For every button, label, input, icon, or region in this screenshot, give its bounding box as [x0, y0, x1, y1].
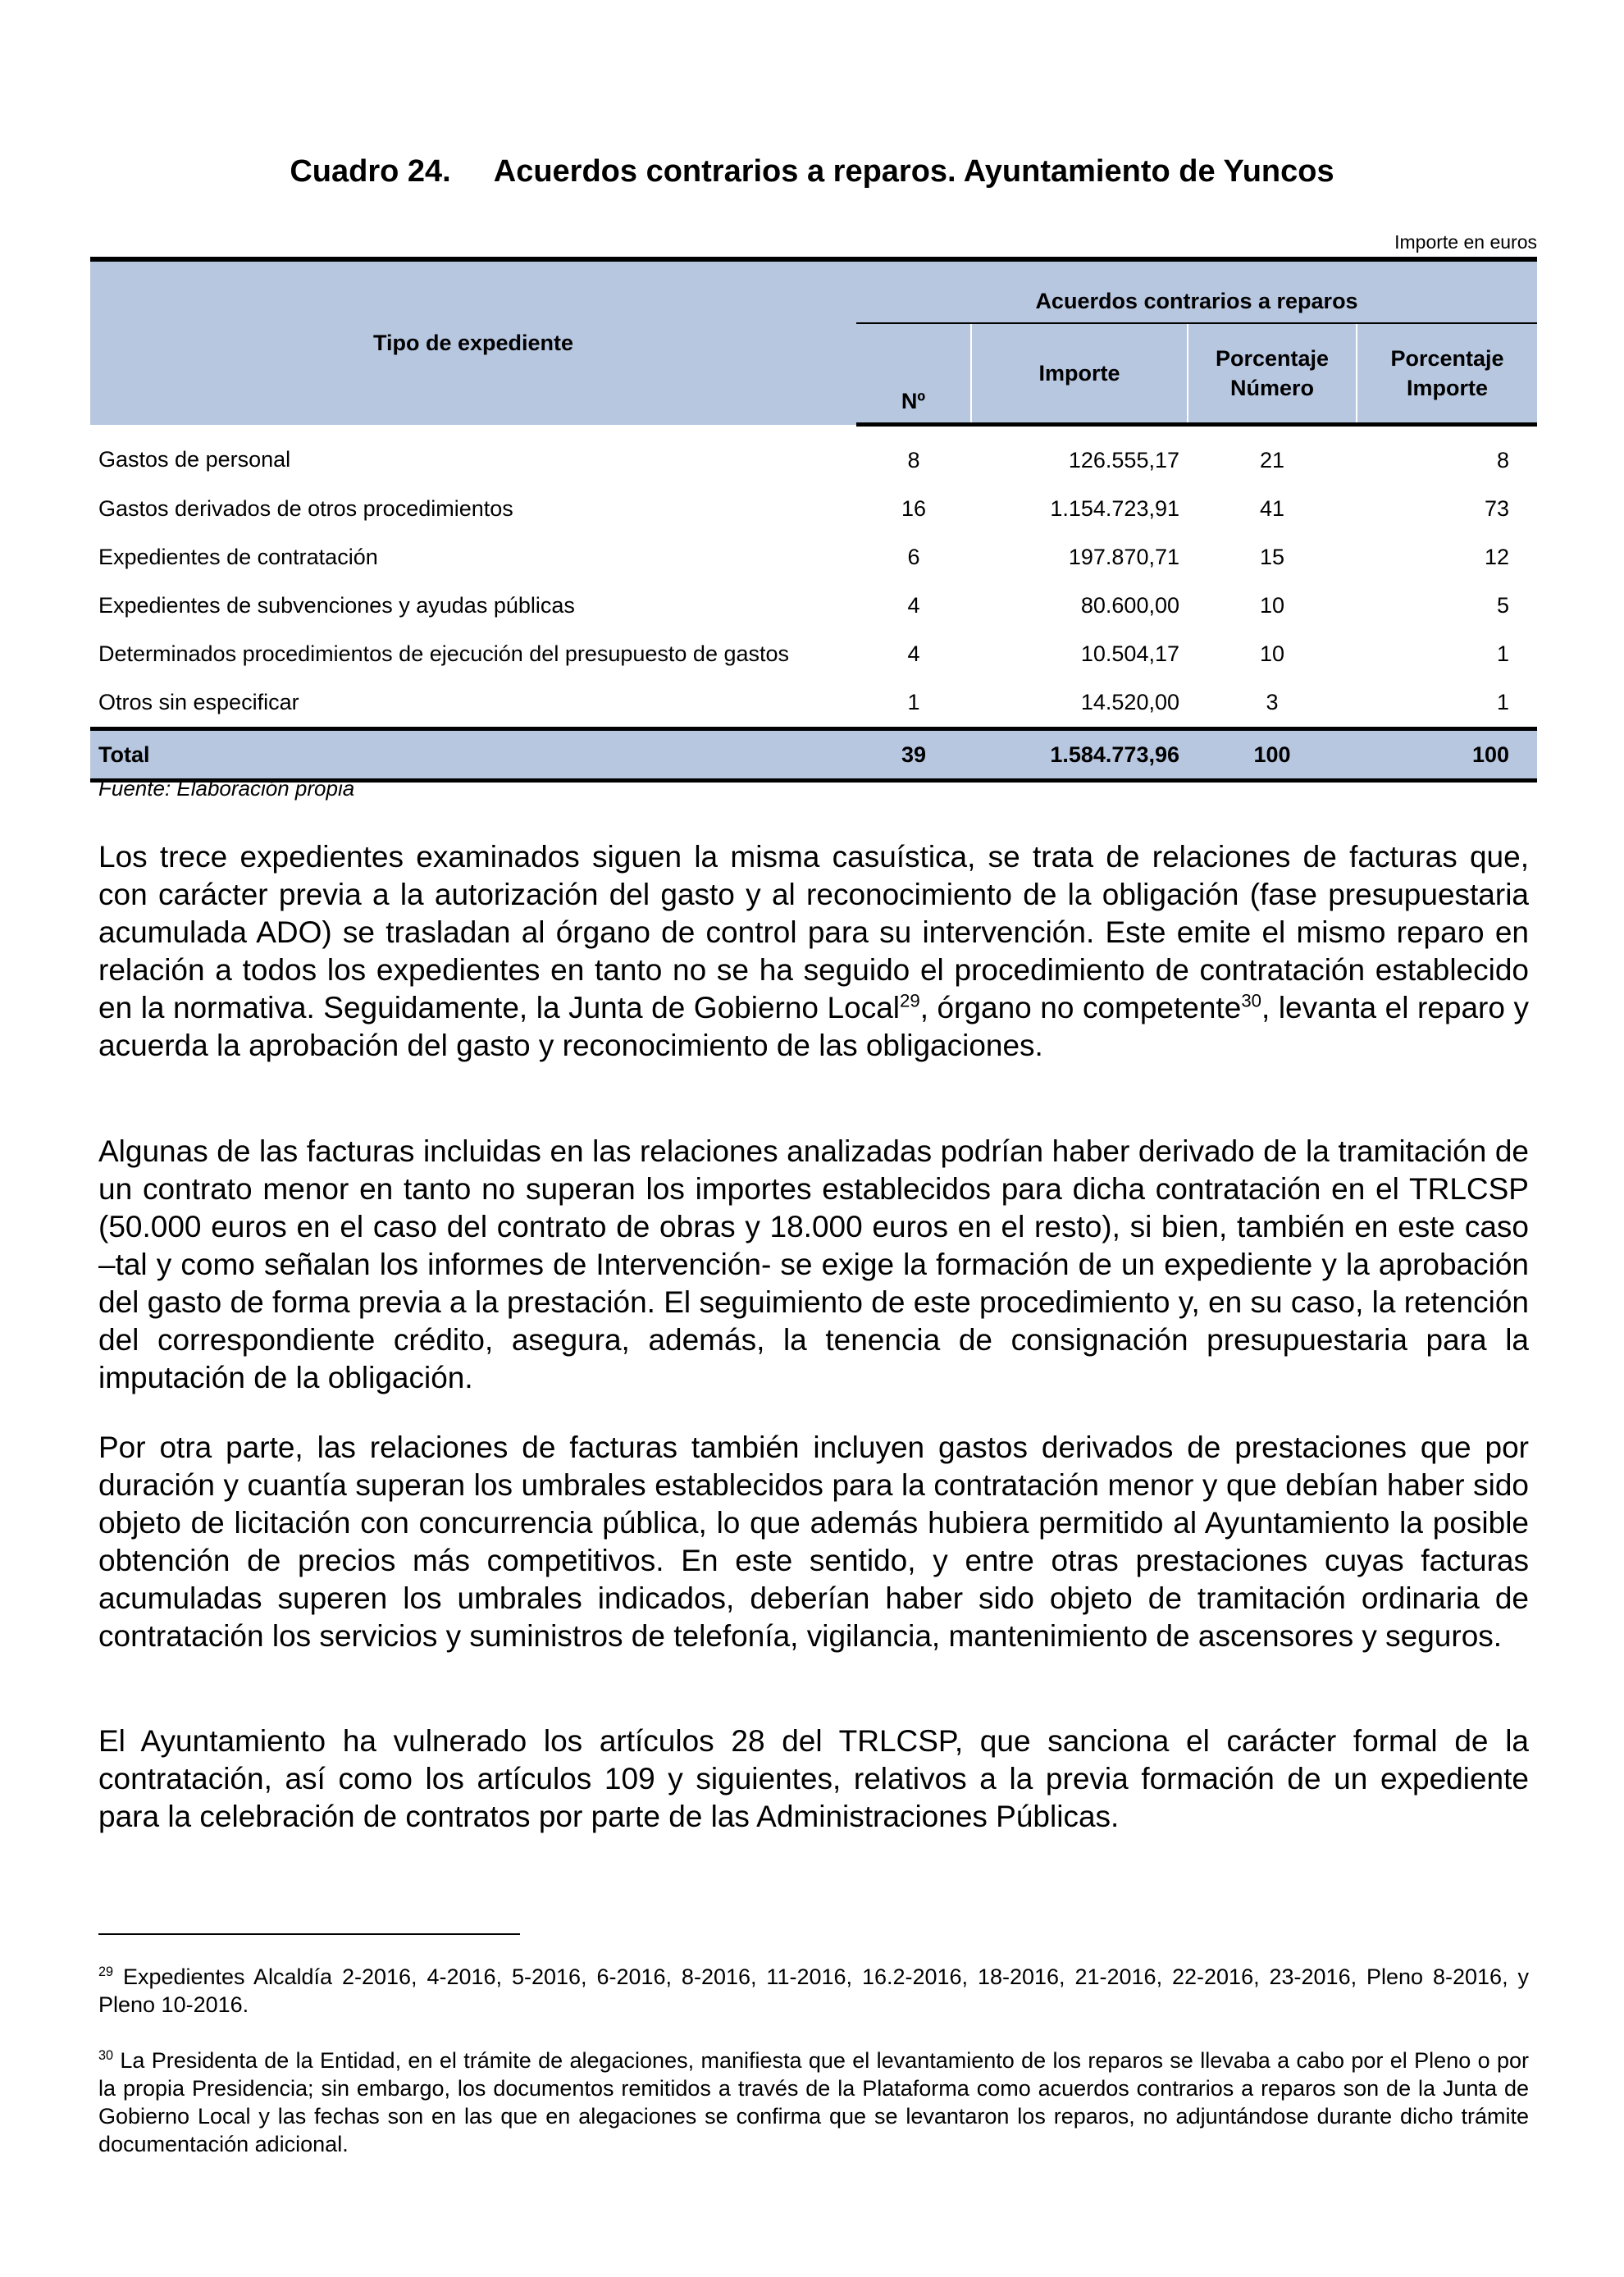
cell-tipo: Expedientes de subvenciones y ayudas públicas: [98, 593, 575, 618]
cell-pct-importe: 5: [1496, 593, 1510, 618]
header-importe: Importe: [971, 323, 1188, 425]
cell-importe: 10.504,17: [1080, 641, 1179, 666]
cell-pct-numero: 15: [1259, 545, 1285, 569]
cell-n: 6: [907, 545, 920, 569]
cell-importe: 1.154.723,91: [1050, 496, 1179, 521]
paragraph-1-text-a: Los trece expedientes examinados siguen la misma casuística, se trata de relaciones de facturas que, con carácter previa a la autorización del gasto y al reconocimiento de la obligación (fase presupuestaria acumulada ADO) se trasladan al órgano de control para su intervención. Este emite el mismo reparo en relación a todos los expedientes en tanto no se ha seguido el procedimiento de contratación establecido en la normativa. Seguidamente, la Junta de Gobierno Local: [98, 840, 1529, 1024]
table-source: Fuente: Elaboración propia: [98, 776, 355, 801]
header-tipo: Tipo de expediente: [90, 259, 856, 425]
cell-pct-importe: 8: [1496, 448, 1510, 472]
cell-pct-importe: 12: [1484, 545, 1510, 569]
cell-pct-numero: 41: [1259, 496, 1285, 521]
total-label: Total: [90, 729, 856, 781]
paragraph-4: El Ayuntamiento ha vulnerado los artículos 28 del TRLCSP, que sanciona el carácter formal de la contratación, así como los artículos 109 y siguientes, relativos a la previa formación de un expediente para la celebración de contratos por parte de las Administraciones Públicas.: [98, 1724, 1529, 1833]
table-caption: [0, 154, 1624, 189]
units-note: Importe en euros: [1394, 231, 1537, 253]
cell-pct-numero: 21: [1259, 448, 1285, 472]
footnote-mark-30: 30: [98, 2048, 114, 2063]
cell-tipo: Otros sin especificar: [98, 690, 299, 714]
cell-tipo: Gastos derivados de otros procedimientos: [98, 496, 513, 521]
cell-importe: 80.600,00: [1080, 593, 1179, 618]
cell-tipo: Determinados procedimientos de ejecución del presupuesto de gastos: [98, 641, 790, 666]
cell-tipo: Expedientes de contratación: [98, 545, 378, 569]
total-importe: 1.584.773,96: [971, 729, 1188, 781]
header-pct-importe-line2: Importe: [1407, 376, 1489, 400]
footnote-separator: [98, 1933, 520, 1935]
cell-n: 4: [907, 593, 920, 618]
total-pct-numero: 100: [1188, 729, 1357, 781]
footnote-30-text: La Presidenta de la Entidad, en el trámite de alegaciones, manifiesta que el levantamiento de los reparos se llevaba a cabo por el Pleno o por la propia Presidencia; sin embargo, los documentos remitidos a través de la Plataforma como acuerdos contrarios a reparos son de la Junta de Gobierno Local y las fechas son en las que en alegaciones se confirma que se levantaron los reparos, no adjuntándose durante dicho trámite documentación adicional.: [98, 2048, 1529, 2156]
paragraph-1-text-c: , levanta el reparo y acuerda la aprobación del gasto y reconocimiento de las obligaciones.: [98, 991, 1529, 1062]
header-pct-numero-line1: Porcentaje: [1215, 346, 1330, 371]
header-group: Acuerdos contrarios a reparos: [856, 259, 1537, 323]
cell-pct-importe: 73: [1484, 496, 1510, 521]
caption-number: Cuadro 24.: [290, 154, 451, 189]
cell-pct-importe: 1: [1496, 690, 1510, 714]
footnote-mark-29: 29: [98, 1964, 114, 1979]
table-row: [90, 678, 1537, 729]
header-pct-numero: [1188, 323, 1357, 425]
cell-pct-numero: 10: [1259, 641, 1285, 666]
cell-tipo: Gastos de personal: [98, 446, 291, 472]
cell-importe: 126.555,17: [1068, 448, 1179, 472]
paragraph-1-text-b: , órgano no competente: [919, 991, 1242, 1024]
table-row: [90, 485, 1537, 533]
cell-pct-importe: 1: [1496, 641, 1510, 666]
paragraph-3: Por otra parte, las relaciones de facturas también incluyen gastos derivados de prestaciones que por duración y cuantía superan los umbrales establecidos para la contratación menor y que debían haber sido objeto de licitación con concurrencia pública, lo que además hubiera permitido al Ayuntamiento la posible obtención de precios más competitivos. En este sentido, y entre otras prestaciones cuyas facturas acumuladas superen los umbrales indicados, deberían haber sido objeto de tramitación ordinaria de contratación los servicios y suministros de telefonía, vigilancia, mantenimiento de ascensores y seguros.: [98, 1431, 1529, 1653]
table-row: [90, 425, 1537, 486]
table-header-row: [90, 259, 1537, 323]
footnote-29-text: Expedientes Alcaldía 2-2016, 4-2016, 5-2016, 6-2016, 8-2016, 11-2016, 16.2-2016, 18-2016, 21-2016, 22-2016, 23-2016, Pleno 8-2016, y Pleno 10-2016.: [98, 1964, 1529, 2017]
footnote-ref-29[interactable]: 29: [900, 990, 920, 1011]
table-row: [90, 582, 1537, 630]
cell-n: 1: [907, 690, 920, 714]
paragraph-2: Algunas de las facturas incluidas en las relaciones analizadas podrían haber derivado de la tramitación de un contrato menor en tanto no superan los importes establecidos para dicha contratación en el TRLCSP (50.000 euros en el caso del contrato de obras y 18.000 euros en el resto), si bien, también en este caso –tal y como señalan los informes de Intervención- se exige la formación de un expediente y la aprobación del gasto de forma previa a la prestación. El seguimiento de este procedimiento y, en su caso, la retención del correspondiente crédito, asegura, además, la tenencia de consignación presupuestaria para la imputación de la obligación.: [98, 1134, 1529, 1394]
header-pct-importe-line1: Porcentaje: [1390, 346, 1504, 371]
cell-importe: 197.870,71: [1068, 545, 1179, 569]
total-pct-importe: 100: [1357, 729, 1537, 781]
footnote-ref-30[interactable]: 30: [1241, 990, 1261, 1011]
table-row: [90, 533, 1537, 582]
paragraph-1: [98, 838, 1529, 1065]
cell-importe: 14.520,00: [1080, 690, 1179, 714]
agreements-table: [90, 257, 1537, 783]
header-pct-numero-line2: Número: [1229, 376, 1314, 400]
table-row: [90, 630, 1537, 678]
cell-n: 4: [907, 641, 920, 666]
cell-n: 8: [907, 448, 920, 472]
header-n: Nº: [856, 323, 971, 425]
table-total-row: [90, 729, 1537, 781]
footnote-30: [98, 2047, 1529, 2158]
total-n: 39: [856, 729, 971, 781]
cell-n: 16: [901, 496, 927, 521]
caption-title: Acuerdos contrarios a reparos. Ayuntamiento de Yuncos: [493, 154, 1334, 189]
cell-pct-numero: 3: [1266, 690, 1279, 714]
header-pct-importe: [1357, 323, 1537, 425]
cell-pct-numero: 10: [1259, 593, 1285, 618]
footnote-29: [98, 1963, 1529, 2019]
